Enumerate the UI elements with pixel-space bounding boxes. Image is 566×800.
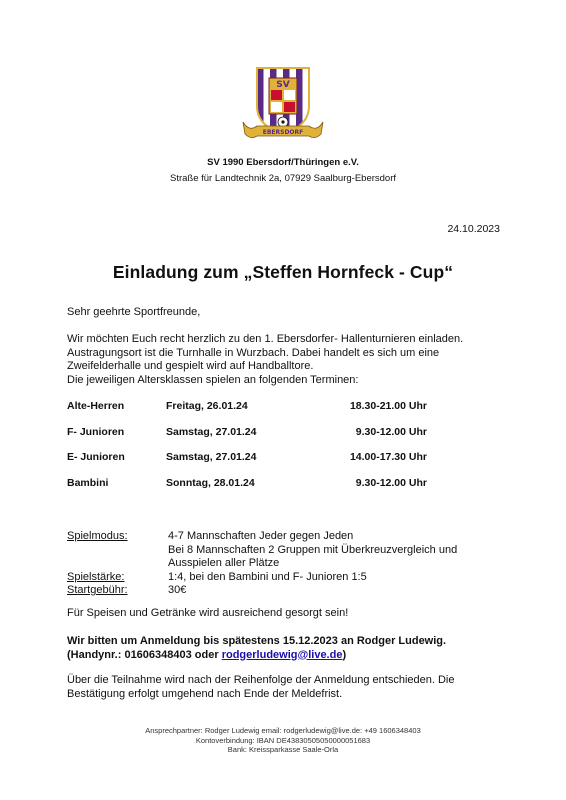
spielmodus-label: Spielmodus: xyxy=(67,530,128,542)
intro-line: Zweifelderhalle und gespielt wird auf Handballtore. xyxy=(67,360,314,372)
tournament-details xyxy=(67,530,498,598)
footer-bank: Bank: Kreissparkasse Saale-Orla xyxy=(227,745,339,754)
schedule-time: 18.30-21.00 Uhr xyxy=(349,400,427,412)
spielmodus-row xyxy=(67,530,498,571)
salutation: Sehr geehrte Sportfreunde, xyxy=(67,306,201,318)
spielmodus-value: 4-7 Mannschaften Jeder gegen Jeden Bei 8 Mannschaften 2 Gruppen mit Überkreuzvergleich und Ausspielen aller Plätze xyxy=(168,530,458,569)
age-class: Alte-Herren xyxy=(67,400,125,412)
club-name: SV 1990 Ebersdorf/Thüringen e.V. xyxy=(207,157,359,168)
schedule-day: Sonntag, 28.01.24 xyxy=(166,476,255,489)
schedule-day: Samstag, 27.01.24 xyxy=(166,451,257,464)
crest-initials: SV xyxy=(276,80,290,90)
notice-line: Bestätigung erfolgt umgehend nach Ende der Meldefrist. xyxy=(67,687,343,700)
footer xyxy=(0,726,566,755)
notice-line: Über die Teilnahme wird nach der Reihenfolge der Anmeldung entschieden. Die xyxy=(67,674,455,686)
schedule-row xyxy=(67,426,427,439)
spielstaerke-value: 1:4, bei den Bambini und F- Junioren 1:5 xyxy=(168,570,367,583)
email-link[interactable]: rodgerludewig@live.de xyxy=(221,648,343,661)
age-class: E- Junioren xyxy=(67,451,125,464)
schedule-row xyxy=(67,400,427,413)
schedule-row xyxy=(67,451,427,464)
schedule-row xyxy=(67,477,427,490)
spielstaerke-label: Spielstärke: xyxy=(67,570,125,583)
schedule-table xyxy=(67,400,427,502)
age-class: Bambini xyxy=(67,476,109,489)
page-title: Einladung zum „Steffen Hornfeck - Cup“ xyxy=(112,262,454,282)
intro-line: Die jeweiligen Altersklassen spielen an folgenden Terminen: xyxy=(67,373,359,386)
startgebuehr-label: Startgebühr: xyxy=(67,584,128,596)
startgebuehr-value: 30€ xyxy=(168,584,187,596)
intro-paragraph xyxy=(67,333,507,387)
footer-contact: Ansprechpartner: Rodger Ludewig email: rodgerludewig@live.de: +49 1606348403 xyxy=(145,726,421,735)
startgebuehr-row xyxy=(67,584,498,598)
registration-line: Wir bitten um Anmeldung bis spätestens 15.12.2023 an Rodger Ludewig. xyxy=(67,635,447,647)
intro-line: Wir möchten Euch recht herzlich zu den 1. Ebersdorfer- Hallenturnieren einladen. xyxy=(67,333,464,345)
sv-ebersdorf-crest-icon xyxy=(235,62,331,148)
schedule-time: 14.00-17.30 Uhr xyxy=(349,451,427,464)
schedule-day: Samstag, 27.01.24 xyxy=(166,425,257,438)
letter-date: 24.10.2023 xyxy=(447,223,500,235)
footer-bank-account: Kontoverbindung: IBAN DE43830505050000051683 xyxy=(195,735,371,745)
schedule-time: 9.30-12.00 Uhr xyxy=(355,476,427,489)
spielstaerke-row xyxy=(67,571,498,585)
schedule-time: 9.30-12.00 Uhr xyxy=(355,425,427,438)
crest-banner-text: EBERSDORF xyxy=(262,129,304,136)
intro-line: Austragungsort ist die Turnhalle in Wurzbach. Dabei handelt es sich um eine xyxy=(67,346,440,359)
notice-paragraph xyxy=(67,674,507,701)
registration-line: (Handynr.: 01606348403 oder rodgerludewig@live.de) xyxy=(67,648,347,661)
age-class: F- Junioren xyxy=(67,425,125,438)
schedule-day: Freitag, 26.01.24 xyxy=(166,400,248,412)
registration-note xyxy=(67,635,446,662)
food-note: Für Speisen und Getränke wird ausreichend gesorgt sein! xyxy=(67,607,349,619)
club-address: Straße für Landtechnik 2a, 07929 Saalburg-Ebersdorf xyxy=(169,173,397,184)
